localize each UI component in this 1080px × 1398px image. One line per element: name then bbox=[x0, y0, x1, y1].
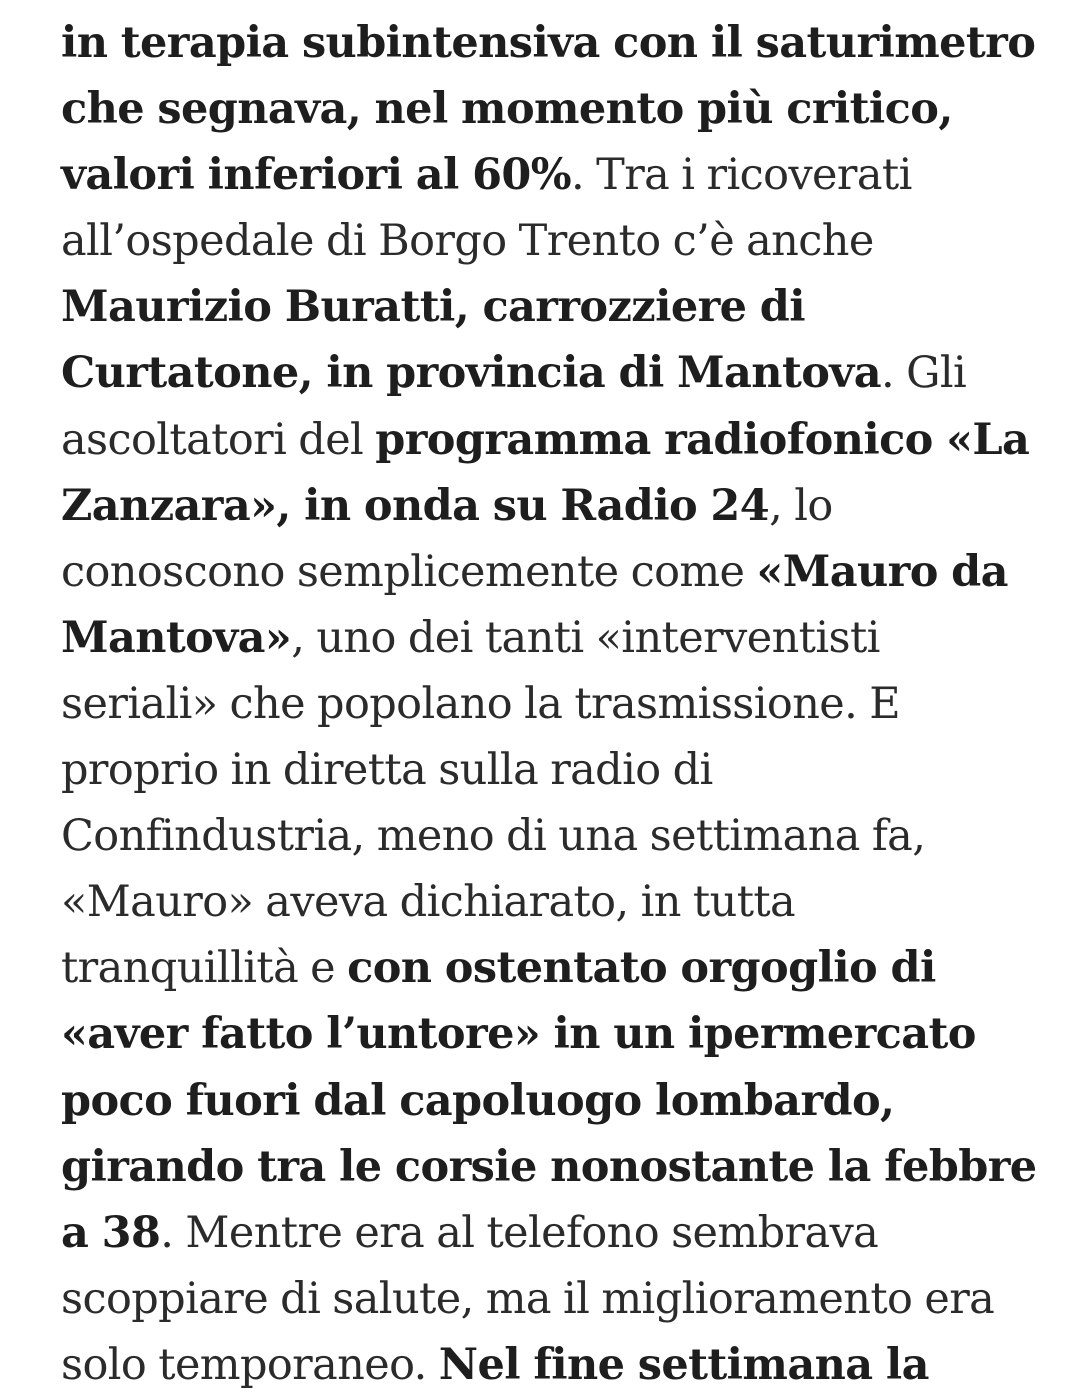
text-line-16 bbox=[61, 1001, 1041, 1067]
regular-text: , lo bbox=[769, 480, 833, 531]
regular-text: proprio in diretta sulla radio di bbox=[61, 745, 713, 796]
text-line-15 bbox=[61, 935, 1041, 1001]
regular-text: all’ospedale di Borgo Trento c’è anche bbox=[61, 216, 874, 267]
regular-text: . Tra i ricoverati bbox=[570, 150, 912, 201]
text-line-21 bbox=[61, 1332, 1041, 1398]
bold-text: in terapia subintensiva con il saturimetro bbox=[61, 18, 1036, 68]
regular-text: «Mauro» aveva dichiarato, in tutta bbox=[61, 877, 796, 928]
bold-text: Curtatone, in provincia di Mantova bbox=[61, 348, 881, 399]
bold-text: «aver fatto l’untore» in un ipermercato bbox=[61, 1009, 976, 1060]
text-line-6 bbox=[61, 340, 1041, 406]
text-line-9 bbox=[61, 539, 1041, 605]
text-line-5 bbox=[61, 274, 1041, 340]
text-line-19 bbox=[61, 1200, 1041, 1266]
regular-text: Confindustria, meno di una settimana fa, bbox=[61, 811, 926, 862]
bold-text: Mantova» bbox=[61, 612, 292, 663]
text-line-4 bbox=[61, 208, 1041, 274]
text-line-2 bbox=[61, 76, 1041, 142]
text-line-13 bbox=[61, 803, 1041, 869]
text-line-3 bbox=[61, 142, 1041, 208]
regular-text: , uno dei tanti «interventisti bbox=[291, 612, 880, 663]
text-line-12 bbox=[61, 737, 1041, 803]
bold-text: Maurizio Buratti, carrozziere di bbox=[61, 282, 805, 333]
bold-text: valori inferiori al 60% bbox=[61, 150, 571, 201]
regular-text: . Gli bbox=[880, 348, 967, 399]
text-line-7 bbox=[61, 407, 1041, 473]
article-body bbox=[61, 10, 1041, 1398]
bold-text: Zanzara», in onda su Radio 24 bbox=[61, 480, 770, 531]
text-line-11 bbox=[61, 671, 1041, 737]
bold-text: a 38 bbox=[61, 1207, 161, 1258]
regular-text: . Mentre era al telefono sembrava bbox=[160, 1207, 879, 1258]
text-line-14 bbox=[61, 869, 1041, 935]
text-line-17 bbox=[61, 1068, 1041, 1134]
text-line-1 bbox=[61, 10, 1041, 76]
regular-text: solo temporaneo. bbox=[61, 1339, 439, 1390]
regular-text: conoscono semplicemente come bbox=[61, 546, 757, 597]
bold-text: Nel fine settimana la bbox=[438, 1339, 929, 1390]
text-line-8 bbox=[61, 473, 1041, 539]
regular-text: scoppiare di salute, ma il miglioramento era bbox=[61, 1273, 995, 1324]
bold-text: con ostentato orgoglio di bbox=[347, 943, 936, 994]
bold-text: girando tra le corsie nonostante la febbre bbox=[61, 1141, 1037, 1192]
text-line-10 bbox=[61, 605, 1041, 671]
regular-text: seriali» che popolano la trasmissione. E bbox=[61, 678, 901, 729]
regular-text: tranquillità e bbox=[61, 943, 348, 994]
regular-text: ascoltatori del bbox=[61, 414, 376, 465]
bold-text: programma radiofonico «La bbox=[375, 414, 1030, 465]
bold-text: che segnava, nel momento più critico, bbox=[61, 84, 953, 135]
bold-text: «Mauro da bbox=[756, 546, 1008, 597]
text-line-20 bbox=[61, 1266, 1041, 1332]
text-line-18 bbox=[61, 1134, 1041, 1200]
bold-text: poco fuori dal capoluogo lombardo, bbox=[61, 1075, 895, 1126]
